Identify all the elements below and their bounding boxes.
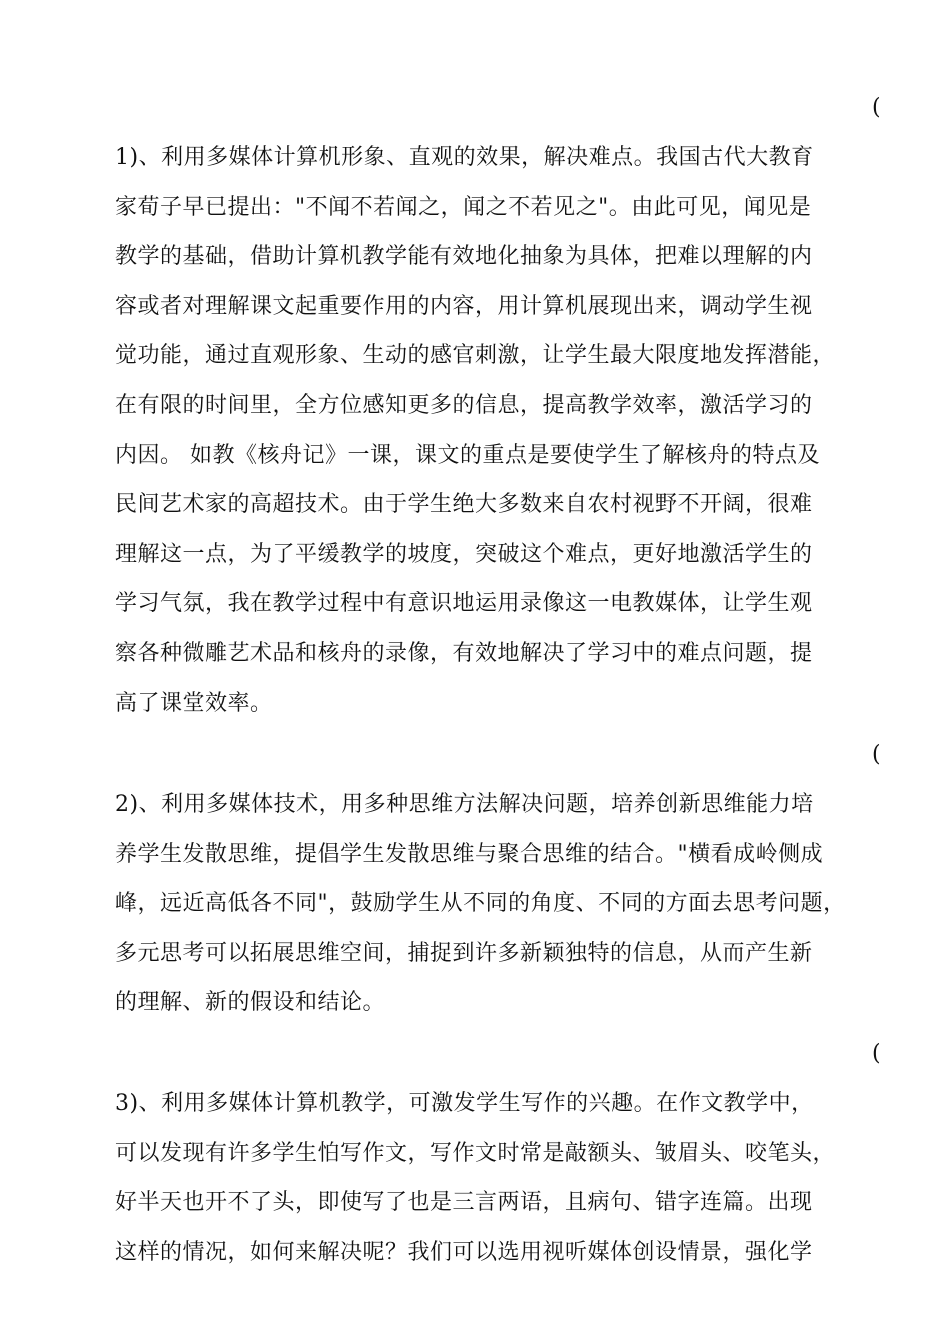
section-1-paragraph — [115, 133, 885, 728]
section-2-line: 的理解、新的假设和结论。 — [115, 990, 386, 1016]
section-1-line: 教学的基础，借助计算机教学能有效地化抽象为具体，把难以理解的内 — [115, 244, 813, 270]
section-1-line: 高了课堂效率。 — [115, 690, 273, 716]
section-1-line: 内因。 如教《核舟记》一课，课文的重点是要使学生了解核舟的特点及 — [115, 442, 820, 468]
section-3-line: 好半天也开不了头，即使写了也是三言两语，且病句、错字连篇。出现 — [115, 1190, 813, 1216]
section-2-line: 峰，远近高低各不同"，鼓励学生从不同的角度、不同的方面去思考问题， — [115, 891, 846, 917]
section-3-line: 这样的情况，如何来解决呢？我们可以选用视听媒体创设情景，强化学 — [115, 1239, 813, 1265]
section-2-line: 养学生发散思维，提倡学生发散思维与聚合思维的结合。"横看成岭侧成 — [115, 841, 824, 867]
section-1-line: 民间艺术家的高超技术。由于学生绝大多数来自农村视野不开阔，很难 — [115, 492, 813, 518]
section-3-line: 3)、利用多媒体计算机教学，可激发学生写作的兴趣。在作文教学中， — [115, 1091, 814, 1116]
section-2-line: 多元思考可以拓展思维空间，捕捉到许多新颖独特的信息，从而产生新 — [115, 940, 813, 966]
section-1-line: 察各种微雕艺术品和核舟的录像，有效地解决了学习中的难点问题，提 — [115, 640, 813, 666]
section-2-marker: ( — [872, 742, 881, 767]
section-1-line: 1)、利用多媒体计算机形象、直观的效果，解决难点。我国古代大教育 — [115, 145, 814, 170]
section-3-paragraph — [115, 1079, 885, 1277]
section-1-marker: ( — [872, 95, 881, 120]
section-1-line: 在有限的时间里，全方位感知更多的信息，提高教学效率，激活学习的 — [115, 392, 813, 418]
section-3-marker: ( — [872, 1041, 881, 1066]
section-2-line: 2)、利用多媒体技术，用多种思维方法解决问题，培养创新思维能力培 — [115, 792, 814, 817]
section-1-line: 容或者对理解课文起重要作用的内容，用计算机展现出来，调动学生视 — [115, 293, 813, 319]
section-1-line: 觉功能，通过直观形象、生动的感官刺激，让学生最大限度地发挥潜能， — [115, 343, 836, 369]
section-1-line: 理解这一点，为了平缓教学的坡度，突破这个难点，更好地激活学生的 — [115, 541, 813, 567]
section-1-line: 家荀子早已提出："不闻不若闻之，闻之不若见之"。由此可见，闻见是 — [115, 194, 812, 220]
section-3-line: 可以发现有许多学生怕写作文，写作文时常是敲额头、皱眉头、咬笔头， — [115, 1140, 836, 1166]
section-1-line: 学习气氛，我在教学过程中有意识地运用录像这一电教媒体，让学生观 — [115, 591, 813, 617]
section-2-paragraph — [115, 780, 885, 1028]
